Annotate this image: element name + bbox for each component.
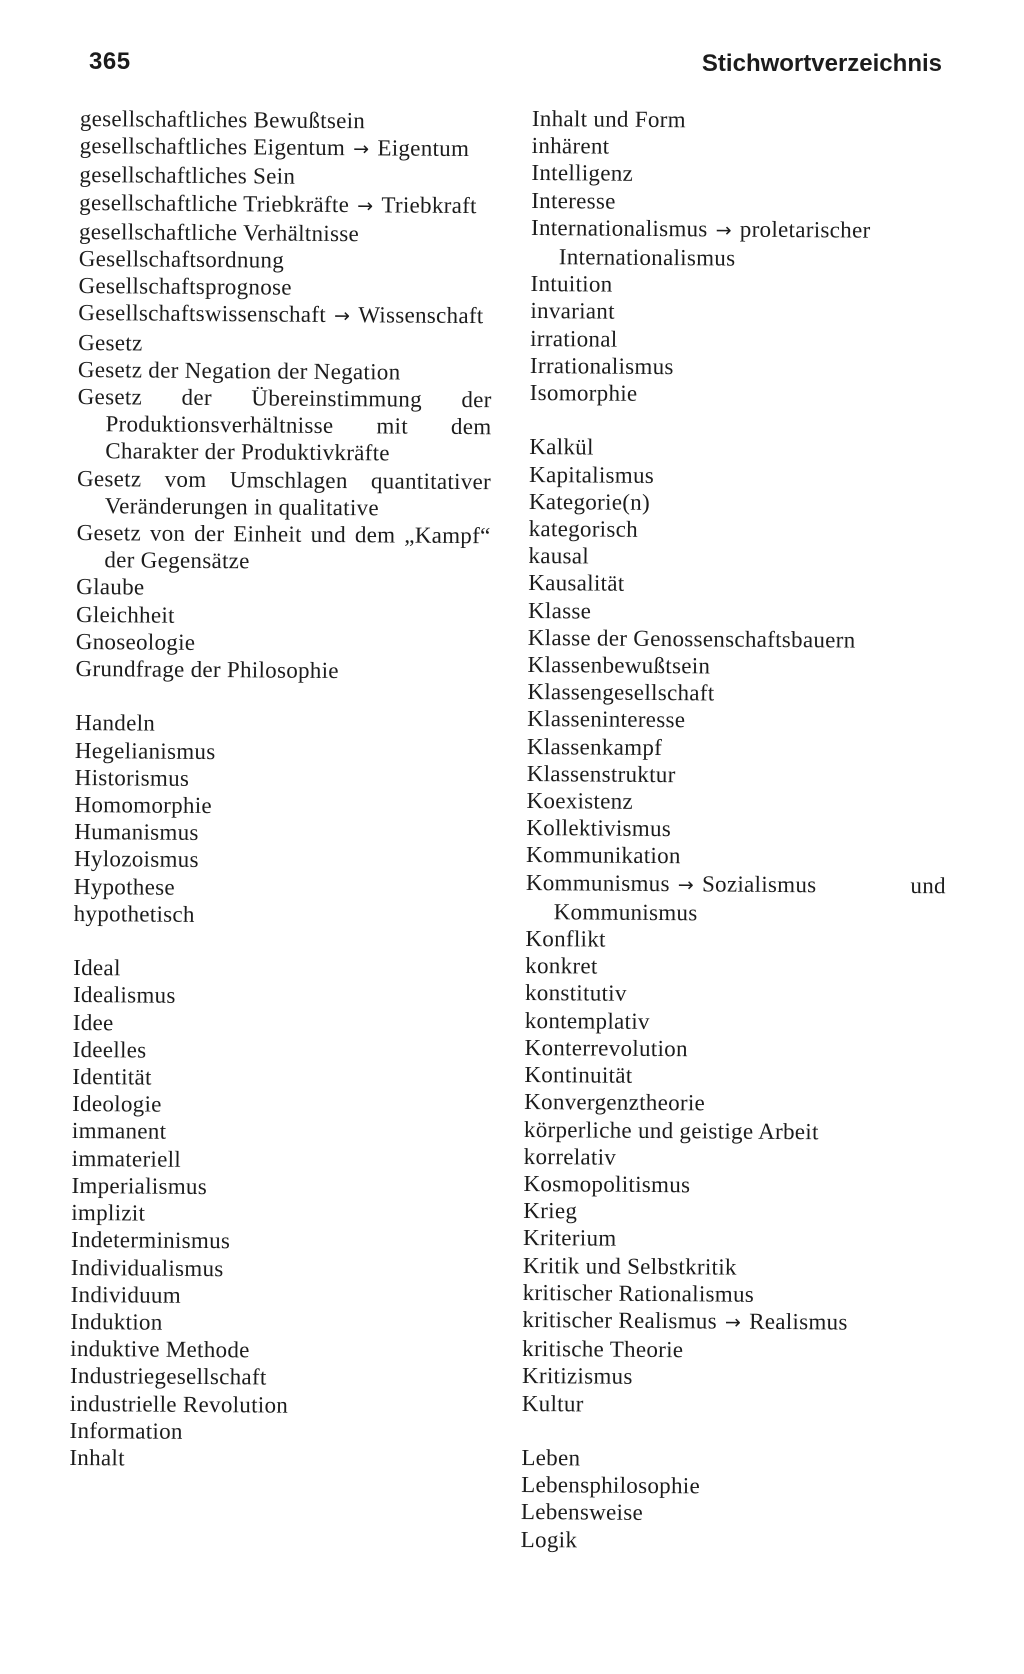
index-entry: Klassenkampf (526, 733, 663, 760)
index-entry: Hypothese (73, 873, 176, 900)
index-entry: Identität (72, 1064, 152, 1090)
index-entry: Ideal (73, 955, 121, 981)
cross-reference-arrow-icon: → (677, 873, 695, 896)
index-entry: Leben (521, 1444, 581, 1471)
index-entry: Kosmopolitismus (523, 1170, 691, 1198)
index-entry: Koexistenz (526, 788, 634, 814)
index-entry: Gleichheit (75, 601, 175, 628)
cross-reference: Realismus (749, 1308, 848, 1335)
index-entry: Klasse (527, 597, 592, 624)
index-entry: Individuum (70, 1281, 182, 1308)
index-entry: invariant (530, 298, 615, 325)
running-title: Stichwortverzeichnis (701, 50, 942, 77)
index-entry: Klasseninteresse (527, 706, 686, 733)
index-entry: konstitutiv (524, 980, 627, 1007)
index-entry: Kritik und Selbstkritik (522, 1252, 737, 1280)
index-entry: kontemplativ (524, 1007, 650, 1034)
index-entry: Ideologie (72, 1091, 162, 1117)
index-entry: hypothetisch (73, 900, 195, 927)
index-entry: implizit (71, 1200, 146, 1226)
index-entry: irrational (530, 325, 618, 352)
index-column-left (69, 105, 494, 1474)
cross-reference: Sozialismus und Kommunismus (553, 871, 946, 926)
index-entry: Kultur (521, 1390, 584, 1416)
index-entry: immateriell (71, 1145, 182, 1172)
index-entry: Induktion (70, 1308, 163, 1335)
cross-reference: Eigentum (377, 135, 470, 162)
index-entry: Kategorie(n) (528, 488, 651, 515)
index-entry: gesellschaftliches Bewußtsein (79, 105, 366, 134)
index-entry: Idee (72, 1009, 114, 1035)
index-entry: Gesellschaftsordnung (78, 246, 285, 273)
index-entry: industrielle Revolution (69, 1390, 289, 1418)
index-entry: Logik (520, 1526, 578, 1552)
index-entry: Internationalismus → proletarischer Internationalismus (530, 214, 871, 271)
index-entry: gesellschaftliche Triebkräfte → Triebkraft (79, 189, 493, 221)
cross-reference: Wissenschaft (358, 302, 484, 329)
index-entry: kategorisch (528, 516, 639, 542)
index-entry: Inhalt und Form (531, 105, 686, 133)
index-entry: Lebensphilosophie (521, 1472, 701, 1499)
index-entry: kritischer Realismus → Realismus (522, 1306, 942, 1339)
index-entry: Handeln (75, 710, 156, 737)
index-entry: Homomorphie (74, 792, 213, 819)
index-entry: konkret (525, 953, 598, 979)
index-entry: Kommunismus → Sozialismus und Kommunismus (525, 869, 946, 926)
index-entry: Kommunikation (526, 842, 681, 869)
index-entry: korrelativ (523, 1143, 617, 1170)
index-entry: Kritizismus (521, 1363, 633, 1390)
index-column-right (521, 105, 952, 1556)
index-entry: Krieg (523, 1198, 578, 1224)
index-entry: Inhalt (69, 1444, 125, 1471)
index-entry: Gesellschaftswissenschaft → Wissenschaft (78, 299, 492, 331)
cross-reference: Triebkraft (381, 191, 477, 218)
index-entry: Irrationalismus (529, 352, 674, 379)
index-entry: Isomorphie (529, 380, 638, 406)
cross-reference-arrow-icon: → (724, 1311, 742, 1334)
index-entry: gesellschaftliche Verhältnisse (78, 218, 360, 247)
index-entry: Klassengesellschaft (527, 679, 715, 706)
index-entry: Gesetz (78, 329, 143, 356)
index-entry: Grundfrage der Philosophie (75, 656, 339, 684)
index-entry: Idealismus (72, 982, 176, 1009)
index-entry: Interesse (531, 187, 616, 214)
index-entry: gesellschaftliches Sein (79, 162, 296, 190)
index-entry: Ideelles (72, 1036, 147, 1063)
index-entry: Gesetz von der Einheit und dem „Kampf“ der Gegensätze (76, 520, 491, 574)
index-entry: Gesetz der Übereinstimmung der Produktionsverhältnisse mit dem Charakter der Produktivkräfte (77, 384, 492, 466)
index-entry: Konflikt (525, 926, 606, 952)
index-entry: inhärent (531, 133, 610, 159)
index-entry: Klassenbewußtsein (527, 652, 711, 679)
index-entry: Klasse der Genossenschaftsbauern (527, 624, 856, 653)
index-entry: immanent (71, 1118, 167, 1145)
index-entry: Humanismus (74, 819, 199, 846)
index-entry: Imperialismus (71, 1172, 208, 1199)
index-entry: Gnoseologie (75, 628, 196, 655)
index-entry: Information (69, 1417, 183, 1444)
index-entry: kritischer Rationalismus (522, 1279, 755, 1307)
index-entry: körperliche und geistige Arbeit (523, 1116, 819, 1144)
index-entry: induktive Methode (70, 1336, 250, 1363)
index-entry: Hegelianismus (74, 737, 216, 764)
cross-reference-arrow-icon: → (357, 194, 374, 217)
index-entry: Glaube (76, 574, 145, 600)
index-entry: Industriegesellschaft (69, 1363, 267, 1390)
cross-reference-arrow-icon: → (353, 138, 370, 161)
index-entry: Kollektivismus (526, 815, 672, 842)
index-entry: Lebensweise (520, 1499, 644, 1526)
index-entry: Kapitalismus (529, 461, 655, 488)
index-entry: Hylozoismus (73, 846, 199, 873)
index-entry: Historismus (74, 764, 190, 791)
index-entry: Kalkül (529, 434, 594, 460)
page-number: 365 (89, 48, 131, 75)
index-entry: kritische Theorie (522, 1336, 684, 1363)
index-entry: Kausalität (528, 570, 625, 597)
index-entry: Intuition (530, 271, 613, 297)
index-entry: Individualismus (70, 1254, 224, 1281)
index-entry: Klassenstruktur (526, 760, 676, 788)
cross-reference-arrow-icon: → (333, 305, 351, 328)
index-entry: gesellschaftliches Eigentum → Eigentum (80, 132, 494, 164)
index-entry: Intelligenz (531, 160, 634, 187)
cross-reference-arrow-icon: → (715, 219, 732, 242)
index-entry: Kriterium (523, 1225, 617, 1252)
index-entry: Gesellschaftsprognose (78, 273, 292, 300)
cross-reference: proletarischer Internationalismus (558, 216, 871, 271)
index-entry: Indeterminismus (70, 1227, 231, 1254)
index-entry: Konvergenztheorie (524, 1089, 706, 1116)
index-entry: Gesetz der Negation der Negation (77, 356, 401, 385)
index-entry: Gesetz vom Umschlagen quantitativer Veränderungen in qualitative (76, 465, 492, 521)
index-entry: Kontinuität (524, 1062, 633, 1088)
index-entry: Konterrevolution (524, 1034, 688, 1062)
index-entry: kausal (528, 543, 590, 569)
